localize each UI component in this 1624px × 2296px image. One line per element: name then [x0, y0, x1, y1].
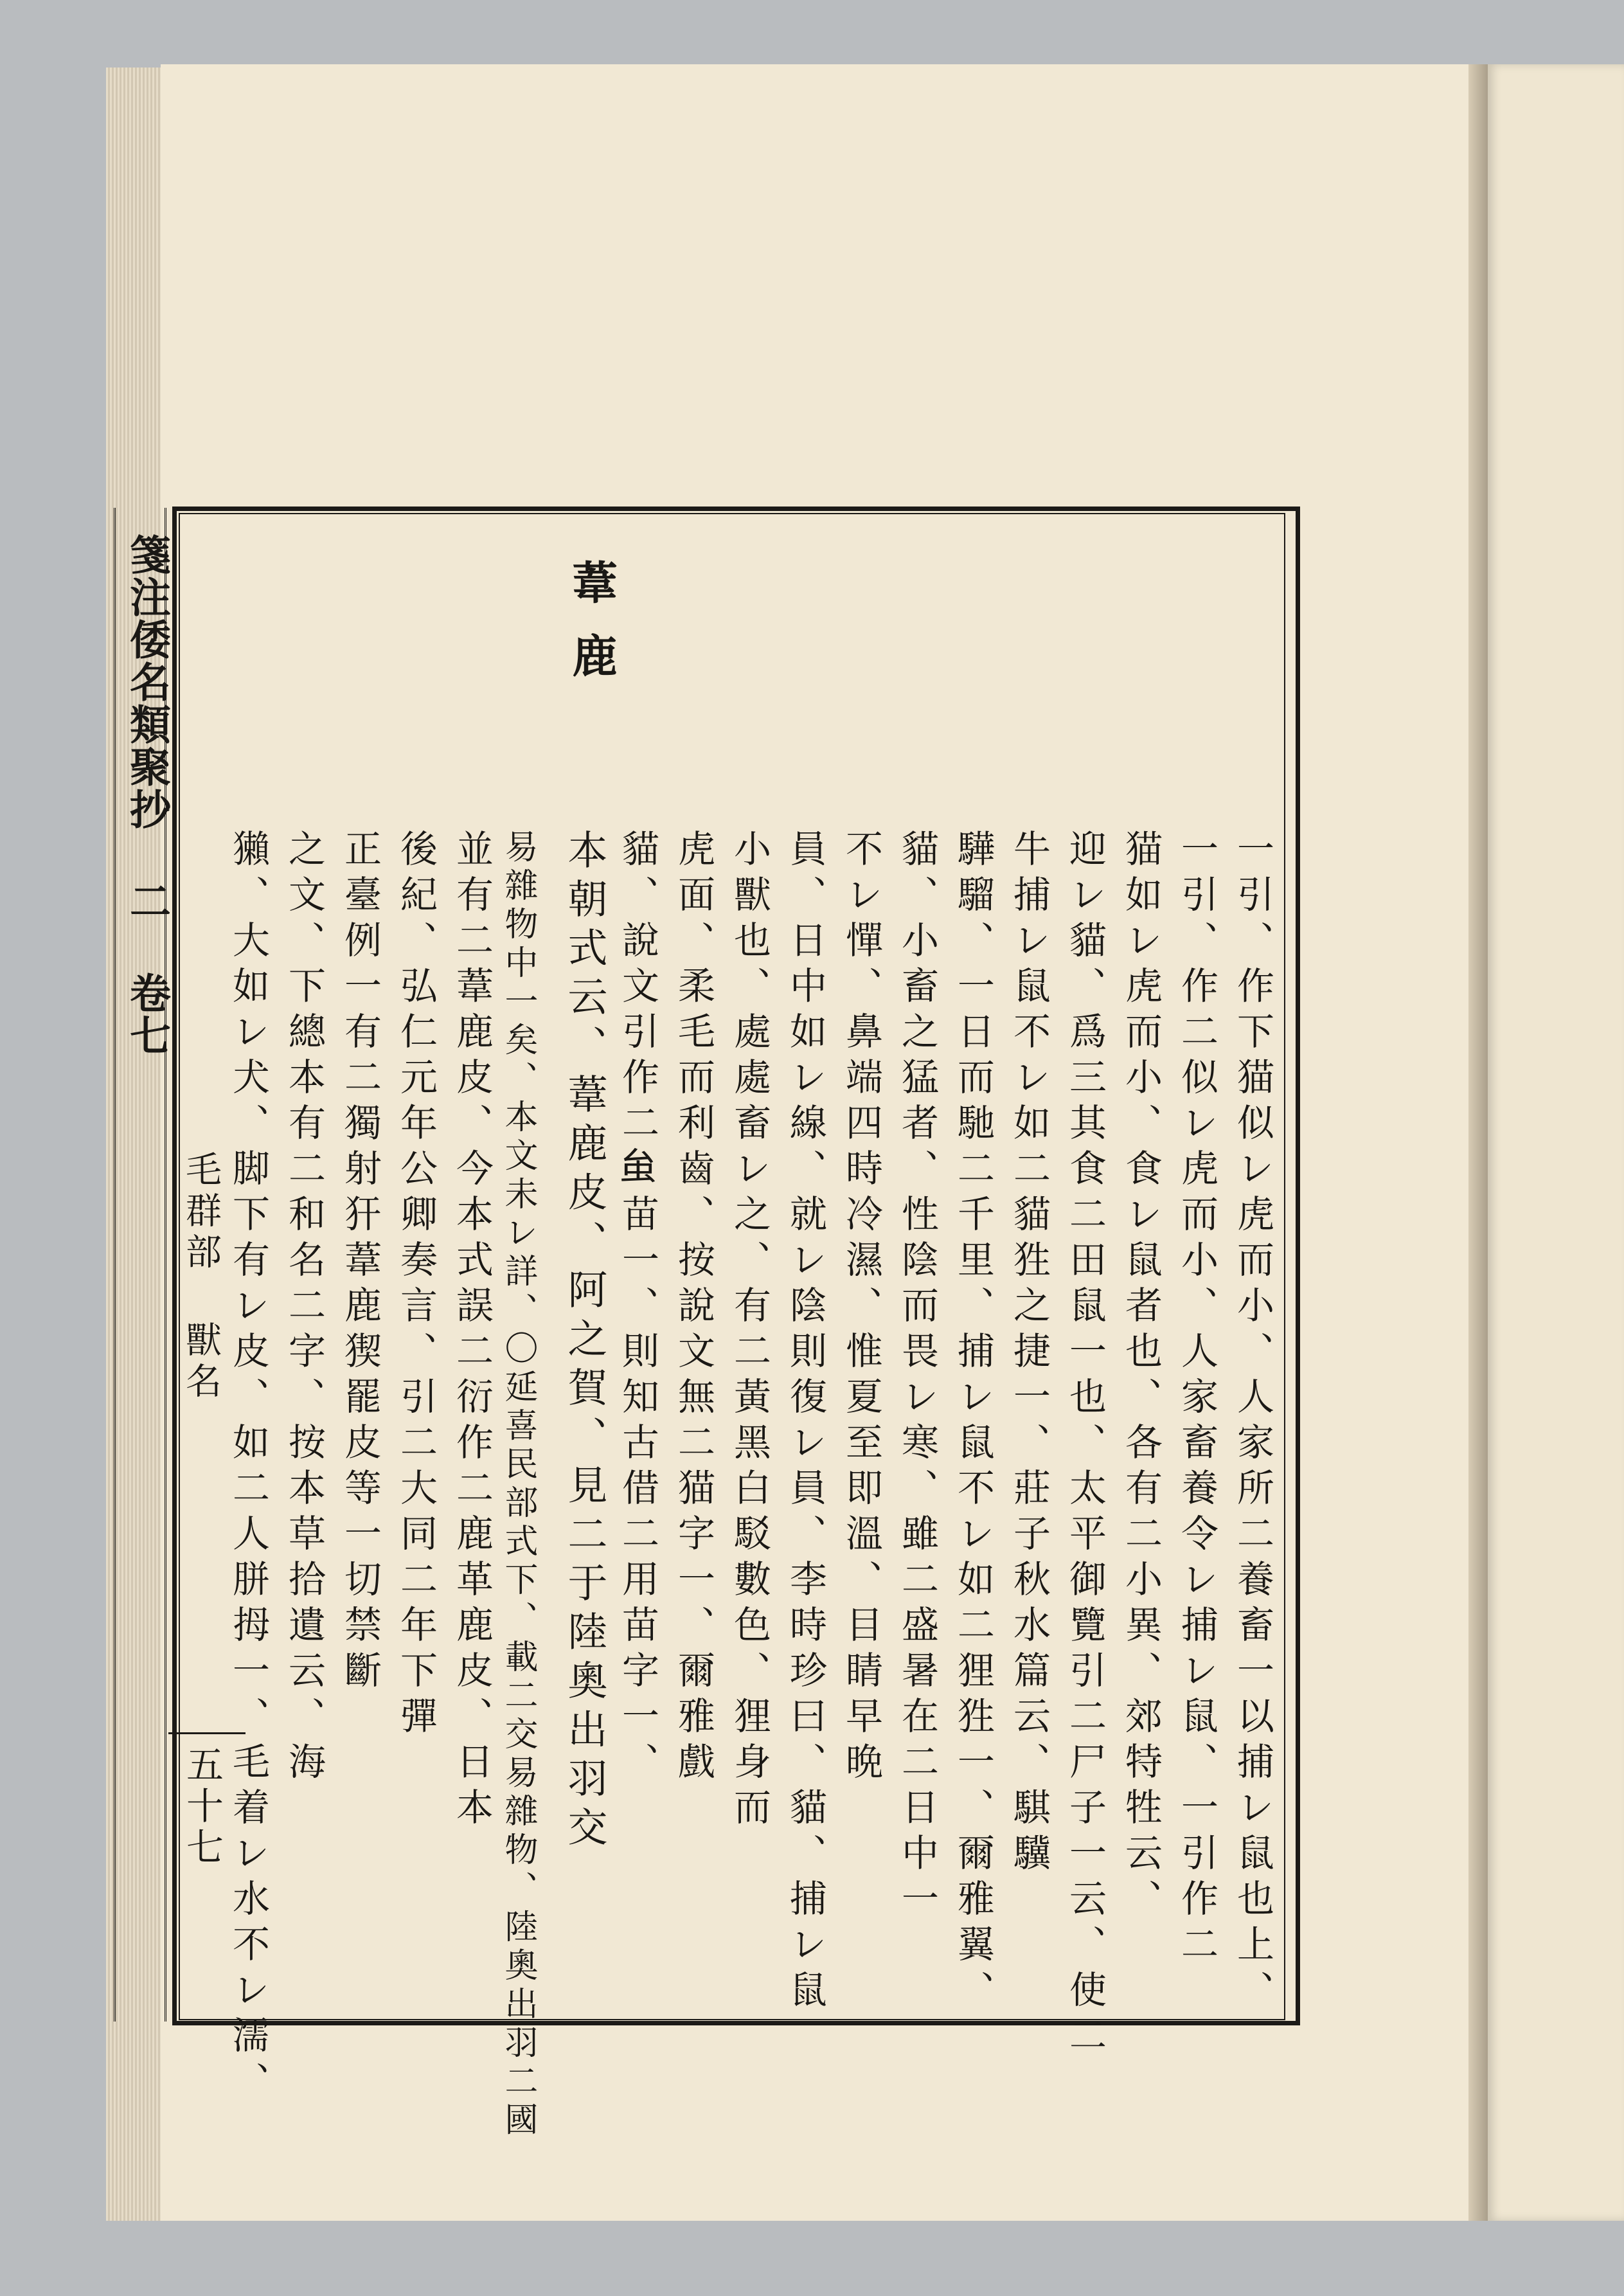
heading-column: 本朝式云、葦鹿皮、阿之賀、見二于陸奧出羽交 [561, 829, 608, 1855]
main-text [222, 829, 1276, 2140]
text-column: 小獸也、處處畜レ之、有二黃黑白駁數色、狸身而 [727, 829, 771, 1833]
facing-page [1488, 64, 1624, 2221]
text-column: 貓、說文引作二𧈧苗一、則知古借二用苗字一、 [616, 829, 659, 1788]
book-gutter [1468, 64, 1489, 2221]
section-label: 毛群部 獸名 [180, 1151, 222, 1403]
text-column: 一引、作二似レ虎而小、人家畜養令レ捕レ鼠、一引作二 [1175, 829, 1218, 1970]
text-column: 後紀、弘仁元年公卿奏言、引二大同二年下彈 [394, 829, 438, 1742]
text-column: 貓、小畜之猛者、性陰而畏レ寒、雖二盛暑在二日中一 [895, 829, 939, 1924]
book-title: 箋注倭名類聚抄 二 卷七 [123, 534, 171, 1057]
text-column: 迎レ貓、爲三其食二田鼠一也、太平御覽引二尸子一云、使二 [1063, 829, 1107, 2061]
entry-heading: 葦鹿 [565, 559, 618, 706]
text-column: 易雜物中一矣、本文未レ詳、〇延喜民部式下、載二交易雜物、陸奧出羽二國 [499, 829, 537, 2140]
text-column: 不レ憚、鼻端四時冷濕、惟夏至即溫、目睛早晩 [839, 829, 883, 1788]
text-column: 員、日中如レ線、就レ陰則復レ員、李時珍曰、貓、捕レ鼠 [783, 829, 827, 2016]
text-column: 並有二葦鹿皮、今本式誤二衍作二鹿革鹿皮、日本 [450, 829, 494, 1833]
folio-number: 五十七 [180, 1745, 224, 1869]
text-column: 驊騮、一日而馳二千里、捕レ鼠不レ如二狸狌一、爾雅翼、 [951, 829, 995, 2016]
text-column: 猫如レ虎而小、食レ鼠者也、各有二小異、郊特牲云、 [1119, 829, 1163, 1924]
text-column: 獺、大如レ犬、脚下有レ皮、如二人胼拇一、毛着レ水不レ濡、 [226, 829, 270, 2107]
text-column: 虎面、柔毛而利齒、按說文無二猫字一、爾雅戲 [672, 829, 715, 1788]
text-column: 之文、下總本有二和名二字、按本草拾遺云、海 [282, 829, 326, 1788]
text-column: 一引、作下猫似レ虎而小、人家所二養畜一以捕レ鼠也上、 [1231, 829, 1274, 2016]
text-column: 牛捕レ鼠不レ如二貓狌之捷一、莊子秋水篇云、騏驥 [1007, 829, 1051, 1879]
text-column: 正臺例一有二獨射犴葦鹿猰罷皮等一切禁斷 [338, 829, 382, 1696]
